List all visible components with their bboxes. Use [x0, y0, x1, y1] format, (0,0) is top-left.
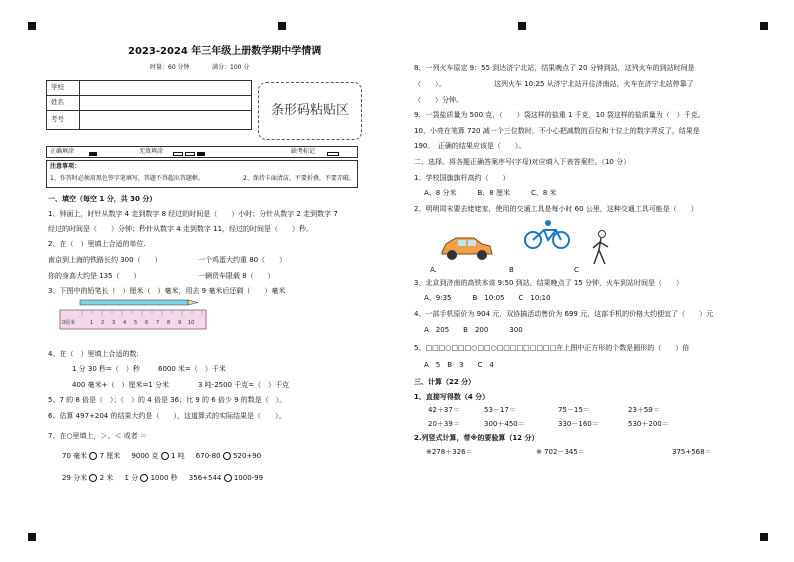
compare-row-1 — [62, 452, 261, 460]
alignment-mark — [28, 22, 36, 30]
question-2d: 一辆货车限载 8（ ） — [198, 272, 275, 280]
compare-circle[interactable] — [89, 474, 97, 482]
question-6: 6、估算 497+204 的结果大约是（ ），这道算式的实际结果是（ ）。 — [48, 412, 286, 420]
notice-box — [46, 160, 358, 188]
choice-1-options: A、8 分米 B、8 厘米 C、8 米 — [424, 189, 557, 197]
school-field[interactable] — [80, 81, 252, 96]
calc-item: 300＋450＝ — [484, 420, 525, 428]
vertical-calc-item: ※ 702－345＝ — [536, 448, 585, 456]
question-10-line-2: 190。 正确的结果应该是（ ）。 — [414, 142, 526, 150]
walking-person-icon — [588, 230, 614, 270]
question-2c: 你的身高大约是 135（ ） — [48, 272, 141, 280]
vertical-calc-item: 375+568＝ — [672, 448, 712, 456]
compare-right: 520+90 — [233, 452, 262, 460]
question-4a: 1 分 30 秒=（ ）秒 — [72, 365, 140, 373]
question-5: 5、7 的 8 倍是（ ）；（ ）的 4 倍是 36；比 9 的 6 倍少 9 的数是（ ）。 — [48, 396, 287, 404]
alignment-mark — [28, 533, 36, 541]
compare-right: 1000 秒 — [150, 474, 178, 482]
question-8-line-3: 这列火车 10:25 从济宁北站开往济南站，火车在济宁北站停靠了 — [494, 80, 694, 88]
calc-oral-title: 1、直接写得数（4 分） — [414, 393, 490, 401]
compare-circle[interactable] — [224, 474, 232, 482]
calc-item: 53－17＝ — [484, 406, 516, 414]
calc-item: 75－15＝ — [558, 406, 590, 414]
student-info-table — [46, 80, 252, 130]
section-fill-blank: 一、填空（每空 1 分，共 30 分） — [48, 195, 157, 203]
pencil — [80, 300, 198, 305]
compare-right: 7 厘米 — [99, 452, 121, 460]
right-fill-sample — [89, 150, 97, 158]
ruler-label-2: 2 — [101, 320, 105, 326]
wrong-fill-label: 无效填涂 — [139, 148, 164, 155]
question-2: 2、在（ ）里填上合适的单位. — [48, 240, 146, 248]
right-fill-label: 正确填涂 — [50, 148, 75, 155]
car-icon — [438, 234, 494, 262]
choice-4: 4、一部手机原价为 904 元，双协搞活动售价为 699 元，这部手机的价格大约便宜了（ ）元 — [414, 310, 714, 318]
question-1-line-1: 1、钟面上，时针从数字 4 走到数字 8 经过的时间是（ ）小时；分针从数字 2 走到数字 7 — [48, 210, 338, 218]
section-calculation: 三、计算（22 分） — [414, 378, 476, 386]
name-label: 姓名 — [47, 96, 80, 111]
absent-mark-box[interactable] — [327, 150, 339, 158]
compare-left: 29 分米 — [62, 474, 88, 482]
question-9: 9、一袋盐质量为 500 克，（ ）袋这样的盐重 1 千克，10 袋这样的盐质量为（ ）千克。 — [414, 111, 705, 119]
pencil-ruler-figure — [58, 297, 210, 331]
wrong-fill-sample — [173, 150, 205, 158]
ruler-label-5: 5 — [134, 320, 138, 326]
fill-instructions — [46, 146, 358, 158]
name-field[interactable] — [80, 96, 252, 111]
exam-time: 时量：60 分钟 — [150, 64, 190, 71]
question-8-line-1: 8、一列火车原定 9：55 到达济宁北站，结果晚点了 20 分钟到站，这列火车的到站时间是 — [414, 64, 695, 72]
compare-circle[interactable] — [89, 452, 97, 460]
alignment-mark — [760, 533, 768, 541]
ruler-label-3: 3 — [112, 320, 116, 326]
compare-left: 356+544 — [188, 474, 222, 482]
section-choice: 二、选择。将各题正确答案序号(字母)对应填入下表答案栏。（10 分） — [414, 158, 631, 166]
calc-item: 530＋200＝ — [628, 420, 669, 428]
exam-number-label: 考号 — [47, 111, 80, 130]
question-8-line-2: （ ）。 — [414, 80, 446, 88]
question-4: 4、在（ ）里填上合适的数: — [48, 350, 139, 358]
question-8-line-4: （ ）分钟。 — [414, 96, 463, 104]
choice-5: 5、□□□○□□□○□□○□□□□□□□□□在上图中正方形的个数是圆形的（ ）倍 — [414, 344, 690, 352]
notice-title: 注意事项： — [50, 163, 81, 170]
compare-left: 9000 克 — [131, 452, 159, 460]
barcode-area: 条形码粘贴区 — [258, 82, 362, 140]
compare-right: 1000-99 — [233, 474, 264, 482]
compare-right: 1 吨 — [170, 452, 185, 460]
question-4d: 3 吨-2500 千克=（ ）千克 — [198, 381, 290, 389]
choice-3-options: A、9:35 B 10:05 C 10:10 — [424, 294, 551, 302]
compare-left: 670-80 — [195, 452, 221, 460]
ruler-label-8: 8 — [167, 320, 171, 326]
question-4c: 400 毫米+（ ）厘米=1 分米 — [72, 381, 169, 389]
ruler-label-4: 4 — [123, 320, 127, 326]
notice-item-1: 1、作答时必须用黑色签字笔填写，答题不得超出答题框。 — [50, 175, 204, 182]
alignment-mark — [518, 22, 526, 30]
choice-2-label-c: C — [574, 266, 579, 274]
compare-row-2 — [62, 474, 263, 482]
question-10-line-1: 10、小亮在笔算 720 减一个三位数时，不小心把减数的百位和十位上的数字弄反了，结果是 — [414, 127, 700, 135]
choice-2-label-b: B — [509, 266, 514, 274]
bicycle-icon — [522, 220, 572, 250]
compare-left: 70 毫米 — [62, 452, 88, 460]
choice-4-options: A 205 B 200 300 — [424, 326, 523, 334]
ruler — [60, 310, 206, 329]
question-4b: 6000 米=（ ）千米 — [158, 365, 226, 373]
ruler-label-1: 1 — [90, 320, 94, 326]
vertical-calc-item: ※278＋326＝ — [426, 448, 473, 456]
calc-item: 20＋39＝ — [428, 420, 460, 428]
compare-right: 2 米 — [99, 474, 114, 482]
calc-item: 23＋59＝ — [628, 406, 660, 414]
ruler-label-9: 9 — [178, 320, 182, 326]
choice-5-options: A 5 B 3 C 4 — [424, 361, 494, 369]
calc-item: 42＋37＝ — [428, 406, 460, 414]
choice-3: 3、北京到济南的高铁本该 9:50 到站，结果晚点了 15 分钟，火车到站时间是（ ） — [414, 279, 683, 287]
question-1-line-2: 经过的时间是（ ）分钟；秒针从数字 4 走到数字 11，经过的时间是（ ）秒。 — [48, 225, 314, 233]
question-7: 7、在○里填上，＞、＜ 或者 ＝ — [48, 432, 148, 440]
compare-left: 1 分 — [124, 474, 139, 482]
compare-circle[interactable] — [223, 452, 231, 460]
question-2a: 南京到上海的铁路长约 300（ ） — [48, 256, 162, 264]
choice-1: 1、学校国旗旗杆高约（ ） — [414, 174, 510, 182]
choice-2: 2、明明周末要去姥姥家，使用的交通工具是每小时 60 公里，这种交通工具可能是（ ） — [414, 205, 698, 213]
absent-mark-label: 缺考标记 — [291, 148, 316, 155]
notice-item-2: 2、保持卡面清洁，不要折叠，不要弄破。 — [243, 175, 355, 182]
calc-vertical-title: 2.列竖式计算，带※的要验算（12 分） — [414, 434, 539, 442]
question-2b: 一个鸡蛋大约重 80（ ） — [198, 256, 287, 264]
compare-circle[interactable] — [161, 452, 169, 460]
exam-title: 2023-2024 年三年级上册数学期中学情调 — [128, 46, 322, 57]
compare-circle[interactable] — [140, 474, 148, 482]
alignment-mark — [760, 22, 768, 30]
alignment-mark — [278, 22, 286, 30]
question-3: 3、下图中的铅笔长（ ）厘米（ ）毫米，用去 9 毫米后还剩（ ）毫米 — [48, 287, 286, 295]
ruler-label-10: 10 — [188, 320, 195, 326]
ruler-label-6: 6 — [145, 320, 149, 326]
ruler-label-0: 0厘米 — [62, 320, 76, 326]
exam-number-field[interactable] — [80, 111, 252, 130]
school-label: 学校 — [47, 81, 80, 96]
choice-2-label-a: A. — [430, 266, 437, 274]
calc-item: 330－160＝ — [558, 420, 599, 428]
exam-score: 满分：100 分 — [212, 64, 250, 71]
ruler-label-7: 7 — [156, 320, 160, 326]
